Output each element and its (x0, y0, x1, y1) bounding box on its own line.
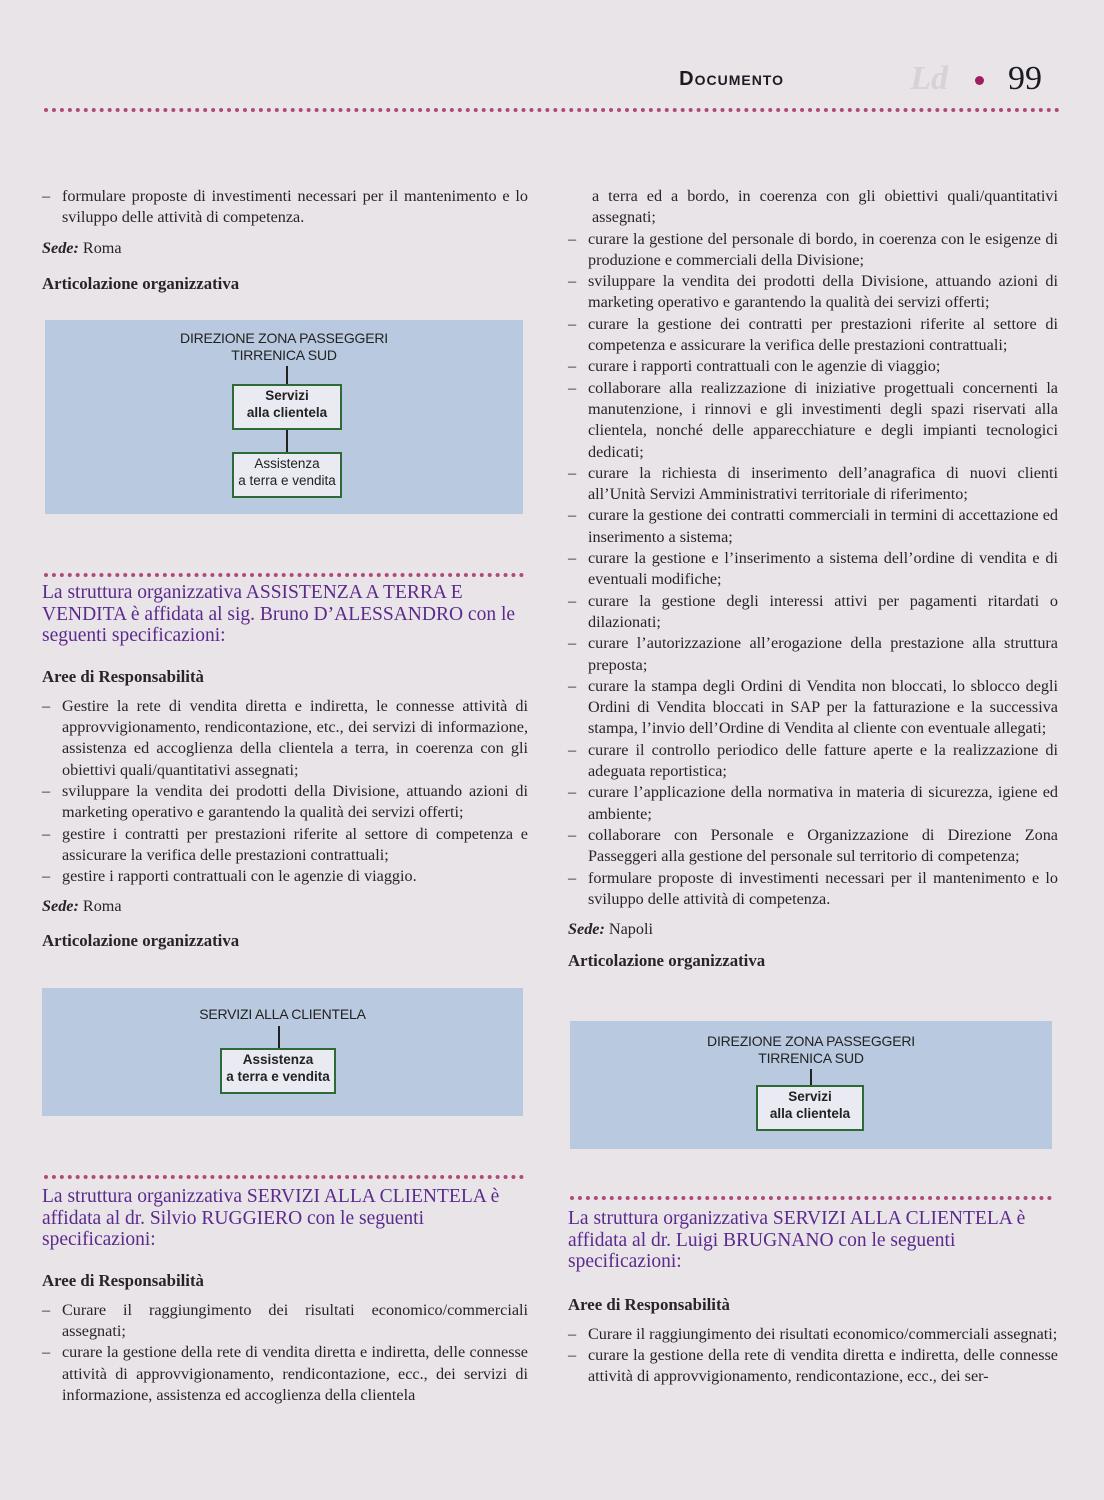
list-item: – sviluppare la vendita dei prodotti della Divisione, attuando azioni di marketing operativo e garantendo la qualità dei servizi offerti; (42, 781, 528, 824)
aree-heading: Aree di Responsabilità (568, 1294, 730, 1314)
aree-heading: Aree di Responsabilità (42, 1270, 204, 1290)
aree-heading: Aree di Responsabilità (42, 666, 204, 686)
list-item: – curare l’applicazione della normativa in materia di sicurezza, igiene ed ambiente; (568, 782, 1058, 825)
org-node-servizi (232, 384, 342, 430)
list-item: – Gestire la rete di vendita diretta e indiretta, le connesse attività di approvvigionamento, rendicontazione, etc., dei servizi di informazione, assistenza ed accoglienza della clientela a terra, in coerenza con gli obiettivi quali/quantitativi assegnati; (42, 696, 528, 781)
org-chart-root (570, 1033, 1052, 1067)
articolazione-heading: Articolazione organizzativa (568, 951, 766, 971)
sede-value: Roma (78, 238, 122, 257)
org-chart-root (45, 330, 523, 364)
list-item: – curare i rapporti contrattuali con le agenzie di viaggio; (568, 356, 1058, 377)
node-line2: alla clientela (769, 1106, 851, 1121)
org-chart-1 (45, 320, 523, 514)
sede-roma-1 (42, 238, 528, 259)
list-item: – curare la gestione dei contratti per prestazioni riferite al settore di competenza e assicurare la verifica delle prestazioni contrattuali; (568, 314, 1058, 357)
list-item: – formulare proposte di investimenti necessari per il mantenimento e lo sviluppo delle attività di competenza. (568, 868, 1058, 911)
list-item: – curare la gestione e l’inserimento a sistema dell’ordine di vendita e di eventuali modifiche; (568, 548, 1058, 591)
section-dotted-rule (44, 1175, 524, 1179)
articolazione-heading: Articolazione organizzativa (42, 930, 240, 950)
org-root-line1: DIREZIONE ZONA PASSEGGERI (180, 330, 388, 346)
list-item: – Curare il raggiungimento dei risultati economico/commerciali assegnati; (42, 1300, 528, 1343)
header-dotted-rule (44, 108, 1060, 112)
section-dotted-rule (570, 1196, 1052, 1200)
sede-label: Sede: (42, 238, 79, 257)
left-column-section2 (42, 582, 528, 951)
list-item: – curare la gestione degli interessi attivi per pagamenti ritardati o dilazionati; (568, 591, 1058, 634)
connector-line (286, 366, 288, 384)
section-intro-servizi-ruggiero: La struttura organizzativa SERVIZI ALLA CLIENTELA è affidata al dr. Silvio RUGGIERO con le seguenti specificazioni: (42, 1186, 500, 1250)
org-root-line2: TIRRENICA SUD (231, 347, 337, 363)
node-line2: a terra e vendita (226, 1069, 330, 1084)
org-chart-root: SERVIZI ALLA CLIENTELA (199, 1006, 366, 1022)
header-bullet-icon (975, 76, 984, 85)
right-column-section2 (568, 1208, 1058, 1388)
sede-napoli (568, 919, 1058, 940)
list-item: – collaborare alla realizzazione di iniziative progettuali concernenti la manutenzione, i rinnovi e gli investimenti degli spazi riservati alla clientela, nonché delle apparecchiature e degli impianti tecnologici dedicati; (568, 378, 1058, 463)
node-line2: a terra e vendita (238, 473, 336, 488)
list-item: – curare la gestione del personale di bordo, in coerenza con le esigenze di produzione e commerciali della Divisione; (568, 229, 1058, 272)
connector-line (278, 1026, 280, 1048)
org-root-line1: DIREZIONE ZONA PASSEGGERI (707, 1033, 915, 1049)
list-item: – curare la richiesta di inserimento dell’anagrafica di nuovi clienti all’Unità Servizi Amministrativi territoriale di riferimento; (568, 463, 1058, 506)
sede-label: Sede: (42, 897, 79, 916)
node-line2: alla clientela (246, 405, 328, 420)
connector-line (810, 1069, 812, 1085)
org-chart-2 (42, 988, 523, 1116)
list-item: – curare l’autorizzazione all’erogazione della prestazione alla struttura preposta; (568, 633, 1058, 676)
list-item: – Curare il raggiungimento dei risultati economico/commerciali assegnati; (568, 1324, 1058, 1345)
list-item: – curare il controllo periodico delle fatture aperte e la realizzazione di adeguata reportistica; (568, 740, 1058, 783)
page-number: 99 (1008, 60, 1042, 97)
list-item: – sviluppare la vendita dei prodotti della Divisione, attuando azioni di marketing operativo e garantendo la qualità dei servizi offerti; (568, 271, 1058, 314)
section-intro-assistenza: La struttura organizzativa ASSISTENZA A TERRA E VENDITA è affidata al sig. Bruno D’ALESSANDRO con le seguenti specificazioni: (42, 582, 516, 646)
org-node-assistenza (220, 1048, 336, 1094)
sede-value: Napoli (604, 920, 653, 939)
org-root-line2: TIRRENICA SUD (758, 1050, 864, 1066)
list-item: – curare la gestione della rete di vendita diretta e indiretta, delle connesse attività di approvvigionamento, rendicontazione, ecc., dei ser- (568, 1345, 1058, 1388)
org-chart-3 (570, 1021, 1052, 1149)
list-item: – curare la gestione dei contratti commerciali in termini di accettazione ed inserimento a sistema; (568, 505, 1058, 548)
node-line1: Servizi (265, 388, 309, 403)
left-column-section3 (42, 1186, 528, 1406)
right-column (568, 186, 1058, 972)
org-node-servizi (756, 1085, 864, 1131)
page-header (40, 62, 1064, 102)
list-item: – gestire i contratti per prestazioni riferite al settore di competenza e assicurare la verifica delle prestazioni contrattuali; (42, 824, 528, 867)
sede-label: Sede: (568, 920, 605, 939)
list-item: – curare la stampa degli Ordini di Vendita non bloccati, lo sblocco degli Ordini di Vendita bloccati in SAP per la fatturazione e la successiva stampa, l’invio dell’Ordine di Vendita al cliente con eventuale allegati; (568, 676, 1058, 740)
section-dotted-rule (44, 573, 524, 577)
list-item: – formulare proposte di investimenti necessari per il mantenimento e lo sviluppo delle attività di competenza. (42, 186, 528, 229)
continuation-text: a terra ed a bordo, in coerenza con gli obiettivi quali/quantitativi assegnati; (592, 187, 1058, 227)
sede-roma-2 (42, 896, 528, 917)
section-intro-servizi-brugnano: La struttura organizzativa SERVIZI ALLA CLIENTELA è affidata al dr. Luigi BRUGNANO con le seguenti specificazioni: (568, 1208, 1026, 1272)
list-item: – curare la gestione della rete di vendita diretta e indiretta, delle connesse attività di approvvigionamento, rendicontazione, ecc., dei servizi di informazione, assistenza ed accoglienza della clientela (42, 1342, 528, 1406)
connector-line (286, 430, 288, 452)
sede-value: Roma (78, 897, 122, 916)
articolazione-heading: Articolazione organizzativa (42, 273, 240, 293)
node-line1: Assistenza (242, 1052, 314, 1067)
left-column (42, 186, 528, 294)
org-node-assistenza (232, 452, 342, 498)
list-item: – gestire i rapporti contrattuali con le agenzie di viaggio. (42, 866, 528, 887)
node-line1: Servizi (788, 1089, 832, 1104)
header-title: Documento (679, 68, 784, 90)
node-line1: Assistenza (254, 456, 320, 471)
list-item: – collaborare con Personale e Organizzazione di Direzione Zona Passeggeri alla gestione del personale sul territorio di competenza; (568, 825, 1058, 868)
header-logo: Ld (910, 60, 948, 97)
